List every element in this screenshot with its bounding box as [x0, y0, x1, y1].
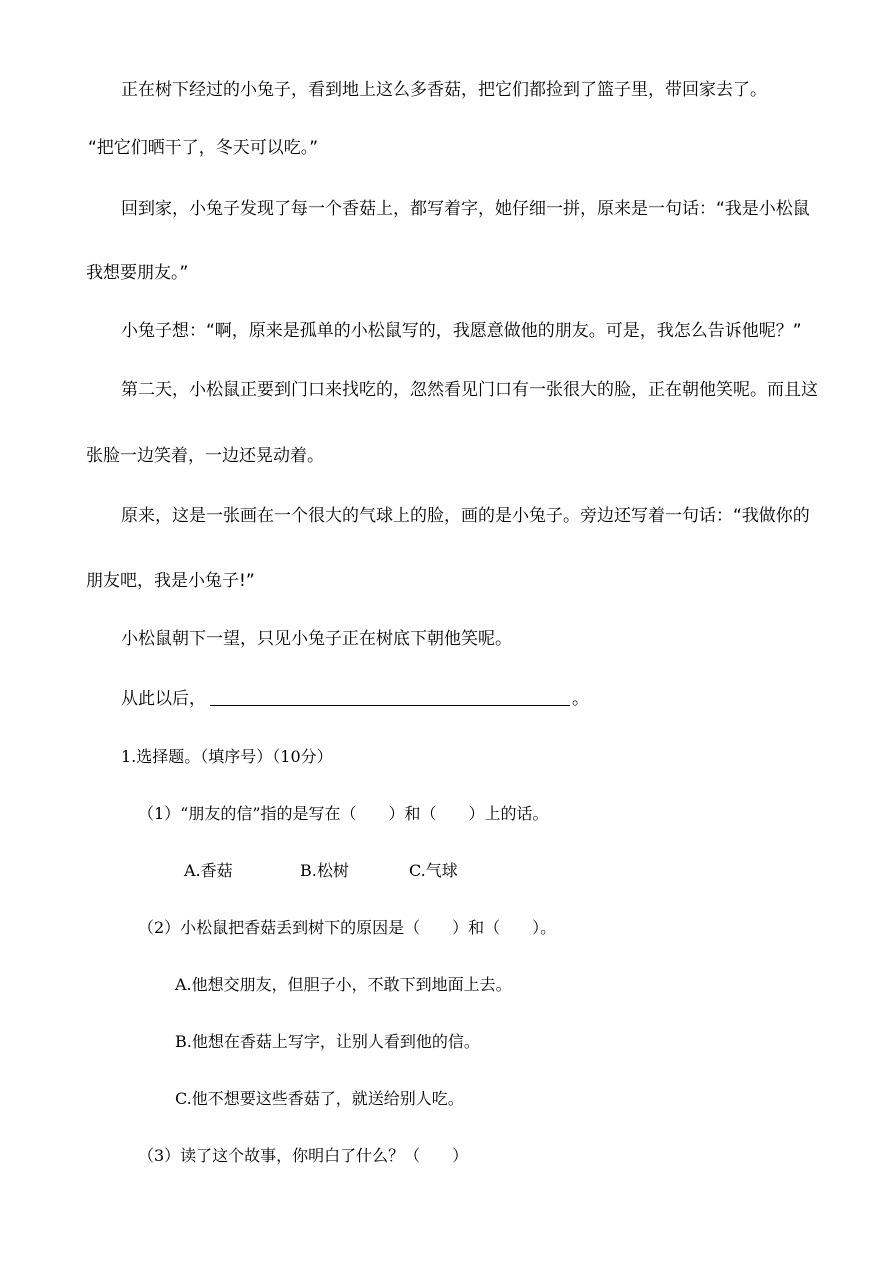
story-line-7: 小松鼠朝下一望，只见小兔子正在树底下朝他笑呢。	[121, 629, 512, 649]
story-line-1: 正在树下经过的小兔子，看到地上这么多香菇，把它们都捡到了篮子里，带回家去了。	[121, 80, 767, 100]
story-line-8-suffix: 。	[572, 689, 589, 709]
question-2-option-a[interactable]: A.他想交朋友，但胆子小，不敢下到地面上去。	[175, 975, 512, 994]
story-line-4: 小兔子想：“啊，原来是孤单的小松鼠写的，我愿意做他的朋友。可是，我怎么告诉他呢？”	[121, 321, 802, 341]
question-heading: 1.选择题。（填序号）（10分）	[121, 747, 333, 766]
story-line-6a: 原来，这是一张画在一个很大的气球上的脸，画的是小兔子。旁边还写着一句话：“我做你的	[121, 506, 810, 526]
story-line-3a: 回到家，小兔子发现了每一个香菇上，都写着字，她仔细一拼，原来是一句话：“我是小松鼠	[121, 199, 810, 219]
question-3: （3）读了这个故事，你明白了什么？（ ）	[138, 1146, 469, 1165]
question-1-option-a[interactable]: A.香菇	[184, 861, 233, 880]
question-2-option-b[interactable]: B.他想在香菇上写字，让别人看到他的信。	[175, 1032, 480, 1051]
question-1-option-c[interactable]: C.气球	[409, 861, 458, 880]
story-line-5a: 第二天，小松鼠正要到门口来找吃的，忽然看见门口有一张很大的脸，正在朝他笑呢。而且这	[121, 380, 818, 400]
question-1-option-b[interactable]: B.松树	[300, 861, 349, 880]
question-2-option-c[interactable]: C.他不想要这些香菇了，就送给别人吃。	[175, 1089, 464, 1108]
story-line-5b: 张脸一边笑着，一边还晃动着。	[86, 446, 324, 466]
answer-blank[interactable]	[210, 689, 570, 706]
question-1-options	[184, 860, 458, 882]
story-line-3b: 我想要朋友。”	[86, 263, 189, 283]
story-line-8	[121, 688, 589, 710]
story-line-6b: 朋友吧，我是小兔子!”	[86, 571, 255, 591]
question-1: （1）“朋友的信”指的是写在（ ）和（ ）上的话。	[138, 804, 549, 823]
story-line-2: “把它们晒干了，冬天可以吃。”	[88, 138, 319, 158]
question-2: （2）小松鼠把香菇丢到树下的原因是（ ）和（ ）。	[138, 918, 557, 937]
story-line-8-prefix: 从此以后，	[121, 689, 206, 709]
